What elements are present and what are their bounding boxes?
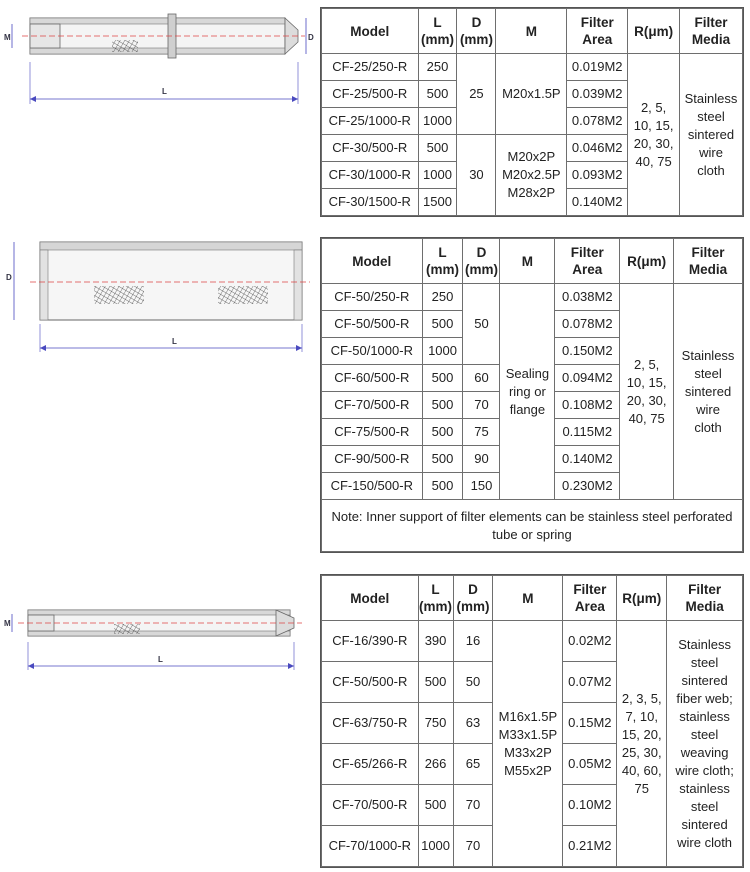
header-diameter: D (mm) [463, 239, 500, 284]
table-row [322, 621, 743, 662]
length-cell: 500 [418, 785, 453, 826]
length-cell: 1000 [422, 338, 463, 365]
area-cell: 0.093M2 [567, 162, 628, 189]
model-cell: CF-50/500-R [322, 311, 423, 338]
diameter-cell: 63 [453, 703, 493, 744]
diameter-cell: 90 [463, 446, 500, 473]
diameter-cell: 60 [463, 365, 500, 392]
thread-cell: M20x2P M20x2.5P M28x2P [496, 135, 567, 216]
dim-m-label: M [4, 619, 11, 628]
rating-cell: 2, 3, 5, 7, 10, 15, 20, 25, 30, 40, 60, 75 [617, 621, 667, 867]
area-cell: 0.046M2 [567, 135, 628, 162]
header-thread: M [496, 9, 567, 54]
model-cell: CF-70/500-R [322, 785, 419, 826]
length-cell: 250 [418, 54, 457, 81]
area-cell: 0.039M2 [567, 81, 628, 108]
diameter-cell: 30 [457, 135, 496, 216]
header-thread: M [500, 239, 555, 284]
model-cell: CF-70/500-R [322, 392, 423, 419]
header-filter-media: Filter Media [674, 239, 743, 284]
dim-l-label: L [162, 87, 167, 96]
area-cell: 0.10M2 [563, 785, 617, 826]
media-cell: Stainless steel sintered wire cloth [674, 284, 743, 500]
area-cell: 0.078M2 [567, 108, 628, 135]
length-cell: 500 [422, 473, 463, 500]
length-cell: 250 [422, 284, 463, 311]
diameter-cell: 150 [463, 473, 500, 500]
length-cell: 500 [422, 392, 463, 419]
model-cell: CF-65/266-R [322, 744, 419, 785]
media-cell: Stainless steel sintered fiber web; stainless steel weaving wire cloth; stainless steel sintered wire cloth [667, 621, 743, 867]
area-cell: 0.140M2 [567, 189, 628, 216]
dim-l-label: L [158, 655, 163, 664]
diameter-cell: 50 [453, 662, 493, 703]
thread-cell: M20x1.5P [496, 54, 567, 135]
header-length: L (mm) [422, 239, 463, 284]
diameter-cell: 50 [463, 284, 500, 365]
header-length: L (mm) [418, 576, 453, 621]
area-cell: 0.230M2 [555, 473, 620, 500]
length-cell: 1000 [418, 162, 457, 189]
spec-table-threaded-cf25-cf30 [321, 8, 743, 216]
model-cell: CF-25/1000-R [322, 108, 419, 135]
header-filter-media: Filter Media [680, 9, 743, 54]
model-cell: CF-90/500-R [322, 446, 423, 473]
rating-cell: 2, 5, 10, 15, 20, 30, 40, 75 [620, 284, 674, 500]
table-note: Note: Inner support of filter elements can be stainless steel perforated tube or spring [322, 500, 743, 552]
header-filter-area: Filter Area [567, 9, 628, 54]
diameter-cell: 16 [453, 621, 493, 662]
model-cell: CF-63/750-R [322, 703, 419, 744]
table-row [322, 284, 743, 311]
area-cell: 0.07M2 [563, 662, 617, 703]
area-cell: 0.21M2 [563, 826, 617, 867]
length-cell: 1500 [418, 189, 457, 216]
model-cell: CF-75/500-R [322, 419, 423, 446]
length-cell: 500 [422, 365, 463, 392]
length-cell: 500 [422, 311, 463, 338]
filter-drawing-threaded-short [0, 0, 318, 120]
model-cell: CF-16/390-R [322, 621, 419, 662]
length-cell: 500 [418, 81, 457, 108]
diameter-cell: 70 [463, 392, 500, 419]
length-cell: 750 [418, 703, 453, 744]
header-thread: M [493, 576, 563, 621]
length-cell: 500 [418, 135, 457, 162]
diameter-cell: 70 [453, 785, 493, 826]
header-diameter: D (mm) [453, 576, 493, 621]
dim-d-label: D [6, 273, 12, 282]
length-cell: 390 [418, 621, 453, 662]
length-cell: 500 [422, 446, 463, 473]
thread-cell: Sealing ring or flange [500, 284, 555, 500]
model-cell: CF-50/1000-R [322, 338, 423, 365]
length-cell: 500 [418, 662, 453, 703]
header-rating: R(μm) [628, 9, 680, 54]
area-cell: 0.15M2 [563, 703, 617, 744]
area-cell: 0.094M2 [555, 365, 620, 392]
model-cell: CF-150/500-R [322, 473, 423, 500]
dim-d-label: D [308, 33, 314, 42]
spec-table-flanged-cf50-cf150 [321, 238, 743, 552]
model-cell: CF-30/1000-R [322, 162, 419, 189]
area-cell: 0.078M2 [555, 311, 620, 338]
spec-table-threaded-cf16-cf70 [321, 575, 743, 867]
header-rating: R(μm) [617, 576, 667, 621]
rating-cell: 2, 5, 10, 15, 20, 30, 40, 75 [628, 54, 680, 216]
media-cell: Stainless steel sintered wire cloth [680, 54, 743, 216]
model-cell: CF-50/500-R [322, 662, 419, 703]
model-cell: CF-30/1500-R [322, 189, 419, 216]
thread-cell: M16x1.5P M33x1.5P M33x2P M55x2P [493, 621, 563, 867]
diameter-cell: 65 [453, 744, 493, 785]
filter-drawing-threaded-long [0, 590, 318, 690]
model-cell: CF-60/500-R [322, 365, 423, 392]
model-cell: CF-50/250-R [322, 284, 423, 311]
area-cell: 0.02M2 [563, 621, 617, 662]
area-cell: 0.115M2 [555, 419, 620, 446]
header-diameter: D (mm) [457, 9, 496, 54]
length-cell: 500 [422, 419, 463, 446]
area-cell: 0.108M2 [555, 392, 620, 419]
area-cell: 0.150M2 [555, 338, 620, 365]
header-rating: R(μm) [620, 239, 674, 284]
length-cell: 1000 [418, 826, 453, 867]
header-length: L (mm) [418, 9, 457, 54]
header-model: Model [322, 9, 419, 54]
diameter-cell: 70 [453, 826, 493, 867]
model-cell: CF-25/500-R [322, 81, 419, 108]
model-cell: CF-25/250-R [322, 54, 419, 81]
area-cell: 0.019M2 [567, 54, 628, 81]
filter-drawing-flanged [0, 236, 318, 356]
header-filter-area: Filter Area [563, 576, 617, 621]
header-filter-media: Filter Media [667, 576, 743, 621]
diameter-cell: 75 [463, 419, 500, 446]
dim-l-label: L [172, 337, 177, 346]
table-row [322, 54, 743, 81]
area-cell: 0.038M2 [555, 284, 620, 311]
header-filter-area: Filter Area [555, 239, 620, 284]
area-cell: 0.140M2 [555, 446, 620, 473]
header-model: Model [322, 576, 419, 621]
diameter-cell: 25 [457, 54, 496, 135]
header-model: Model [322, 239, 423, 284]
model-cell: CF-30/500-R [322, 135, 419, 162]
area-cell: 0.05M2 [563, 744, 617, 785]
dim-m-label: M [4, 33, 11, 42]
model-cell: CF-70/1000-R [322, 826, 419, 867]
length-cell: 266 [418, 744, 453, 785]
length-cell: 1000 [418, 108, 457, 135]
